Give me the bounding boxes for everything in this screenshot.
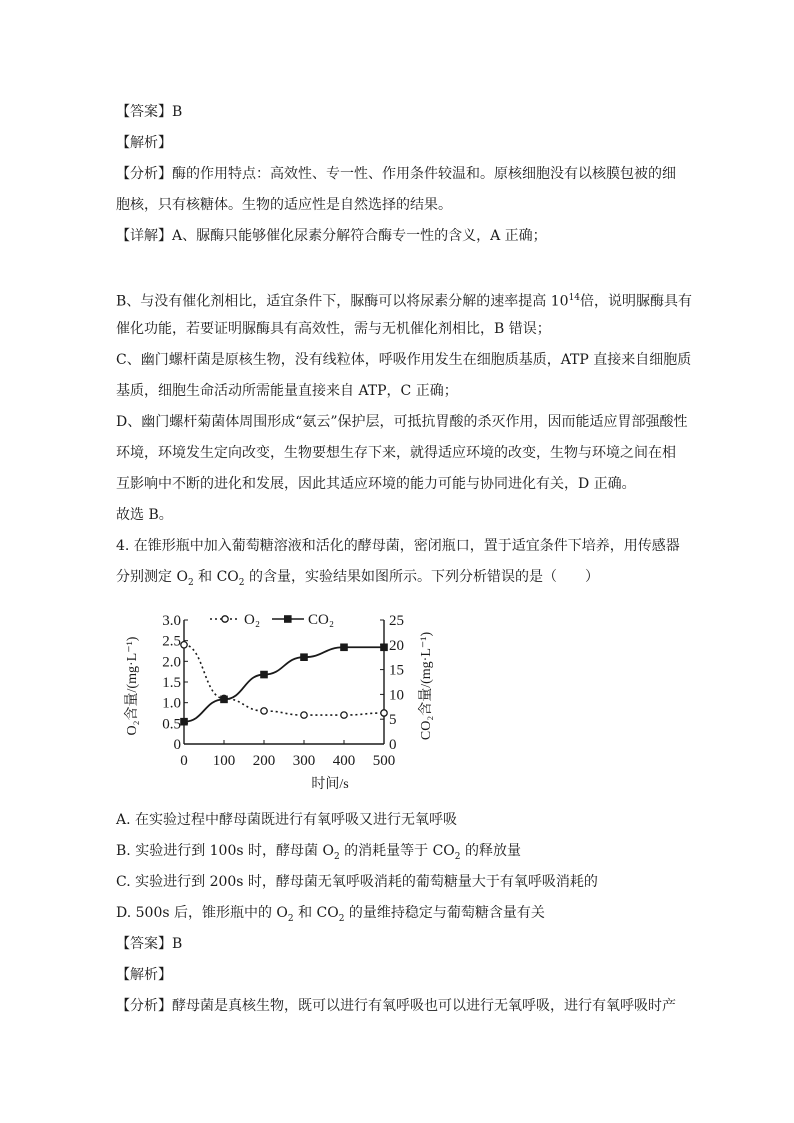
right-tick-label: 25 [389, 613, 404, 629]
o2-data-point [181, 642, 187, 648]
option-d-text-2: 和 CO [293, 905, 339, 921]
subscript: 2 [338, 913, 345, 924]
o2-series-line [184, 645, 384, 715]
detail-option-d-line-3: 互影响中不断的进化和发展，因此其适应环境的能力可能与协同进化有关，D 正确。 [116, 476, 636, 492]
q4-text-1: 分别测定 O [116, 569, 188, 585]
legend-co2-label: CO₂ [308, 612, 335, 628]
question-4-line-2 [116, 567, 694, 593]
x-tick-label: 500 [372, 753, 396, 769]
chart-labels [124, 612, 434, 792]
right-tick-label: 5 [389, 712, 397, 729]
co2-data-point [300, 653, 308, 661]
o2-data-point [381, 710, 387, 716]
x-tick-label: 300 [292, 753, 316, 769]
option-c: C. 实验进行到 200s 时，酵母菌无氧呼吸消耗的葡萄糖量大于有氧呼吸消耗的 [116, 874, 598, 890]
exponent: 14 [568, 293, 581, 303]
detail-b-text-1: B、与没有催化剂相比，适宜条件下，脲酶可以将尿素分解的速率提高 10 [116, 293, 569, 310]
subscript: 2 [287, 913, 294, 924]
left-tick-label: 2.5 [162, 633, 181, 650]
legend-o2-label: O₂ [244, 612, 261, 628]
o2-data-point [261, 708, 267, 714]
q4-text-2: 和 CO [193, 569, 239, 585]
detail-option-a: 【详解】A、脲酶只能够催化尿素分解符合酶专一性的含义，A 正确； [116, 228, 547, 244]
chart-axes [184, 620, 384, 744]
detail-option-c-line-2: 基质，细胞生命活动所需能量直接来自 ATP，C 正确； [116, 383, 458, 399]
option-d [116, 903, 545, 929]
subscript: 2 [333, 851, 340, 862]
legend-o2-marker [222, 616, 228, 622]
left-tick-label: 2.0 [162, 654, 181, 671]
subscript: 2 [187, 577, 194, 588]
x-axis-label: 时间/s [311, 777, 349, 792]
detail-option-d-line-2: 环境，环境发生定向改变，生物要想生存下来，就得适应环境的改变，生物与环境之间在相 [116, 445, 676, 461]
co2-data-point [260, 671, 268, 679]
option-b-text-1: B. 实验进行到 100s 时，酵母菌 O [116, 843, 334, 859]
co2-data-point [340, 643, 348, 651]
answer-label-1: 【答案】B [116, 104, 183, 120]
detail-option-c-line-1: C、幽门螺杆菌是原核生物，没有线粒体，呼吸作用发生在细胞质基质，ATP 直接来自细胞质 [116, 352, 692, 368]
option-d-text-1: D. 500s 后，锥形瓶中的 O [116, 905, 288, 921]
co2-data-point [380, 643, 388, 651]
analysis-label-1: 【解析】 [116, 135, 172, 151]
analysis-paragraph-2-line-1: 【分析】酵母菌是真核生物，既可以进行有氧呼吸也可以进行无氧呼吸，进行有氧呼吸时产 [116, 998, 676, 1014]
detail-option-d-line-1: D、幽门螺杆菊菌体周围形成“氨云”保护层，可抵抗胃酸的杀灭作用，因而能适应胃部强酸性 [116, 414, 688, 430]
analysis-paragraph-line-2: 胞核，只有核糖体。生物的适应性是自然选择的结果。 [116, 197, 452, 213]
subscript: 2 [454, 851, 461, 862]
detail-option-b-line-1 [116, 288, 694, 312]
option-d-text-3: 的量维持稳定与葡萄糖含量有关 [344, 905, 545, 921]
x-tick-label: 400 [332, 753, 356, 769]
left-tick-label: 0 [173, 737, 181, 753]
option-b-text-3: 的释放量 [460, 843, 521, 859]
o2-co2-line-chart [112, 608, 448, 798]
question-4-line-1: 4. 在锥形瓶中加入葡萄糖溶液和活化的酵母菌，密闭瓶口，置于适宜条件下培养，用传感器 [116, 538, 680, 554]
right-axis-label: CO₂含量/(mg·L⁻¹) [419, 631, 434, 741]
x-tick-label: 0 [180, 753, 188, 769]
option-b [116, 841, 521, 867]
o2-data-point [341, 712, 347, 718]
chart-marks [180, 615, 388, 725]
co2-series-line [184, 647, 384, 721]
right-tick-label: 10 [389, 687, 404, 704]
detail-option-b-line-2: 催化功能，若要证明脲酶具有高效性，需与无机催化剂相比，B 错误； [116, 321, 551, 337]
q4-text-3: 的含量，实验结果如图所示。下列分析错误的是（ ） [244, 569, 599, 585]
left-tick-label: 1.5 [162, 675, 181, 691]
co2-data-point [180, 718, 188, 726]
right-tick-label: 0 [389, 737, 397, 753]
right-tick-label: 15 [389, 662, 404, 679]
analysis-label-2: 【解析】 [116, 967, 172, 983]
conclusion: 故选 B。 [116, 507, 173, 523]
detail-b-text-2: 倍，说明脲酶具有 [580, 293, 693, 310]
x-tick-label: 200 [252, 753, 276, 769]
option-a: A. 在实验过程中酵母菌既进行有氧呼吸又进行无氧呼吸 [116, 812, 458, 828]
right-tick-label: 20 [389, 637, 404, 654]
co2-data-point [220, 696, 228, 704]
legend-co2-marker [284, 615, 292, 623]
left-tick-label: 3.0 [162, 613, 181, 629]
subscript: 2 [238, 577, 245, 588]
option-b-text-2: 的消耗量等于 CO [339, 843, 455, 859]
o2-data-point [301, 712, 307, 718]
answer-label-2: 【答案】B [116, 936, 183, 952]
left-tick-label: 1.0 [162, 695, 181, 712]
left-axis-label: O₂含量/(mg·L⁻¹) [125, 636, 140, 736]
left-tick-label: 0.5 [162, 716, 181, 733]
x-tick-label: 100 [212, 753, 236, 769]
analysis-paragraph-line-1: 【分析】酶的作用特点：高效性、专一性、作用条件较温和。原核细胞没有以核膜包被的细 [116, 166, 676, 182]
